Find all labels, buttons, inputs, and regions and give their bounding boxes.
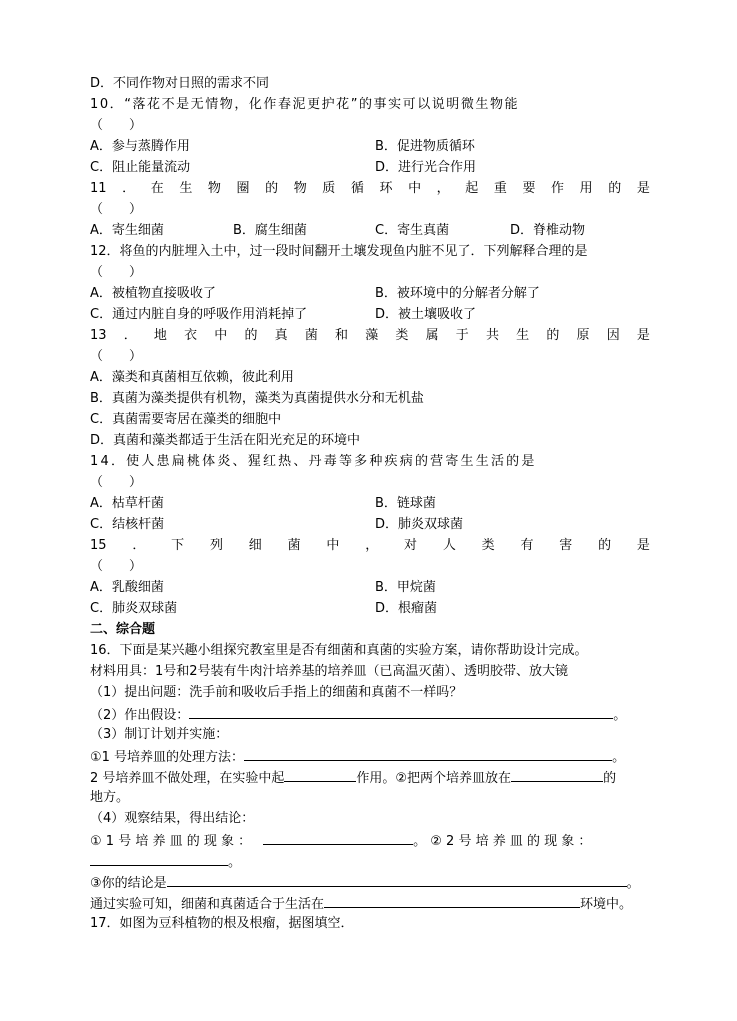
dish2-role-blank[interactable] (284, 767, 356, 782)
q15-stem: 15 ． 下 列 细 菌 中 ， 对 人 类 有 害 的 是 (90, 538, 650, 553)
q13-option-b: B．真菌为藻类提供有机物，藻类为真菌提供水分和无机盐 (90, 391, 424, 406)
dish2-result-blank[interactable] (90, 851, 228, 866)
q16-stem: 16．下面是某兴趣小组探究教室里是否有细菌和真菌的实验方案，请你帮助设计完成。 (90, 643, 588, 658)
hypothesis-blank[interactable] (189, 704, 613, 719)
q16-step-3a: ①1 号培养皿的处理方法： 。 (90, 746, 650, 766)
q10-paren: （ ） (90, 118, 143, 133)
q16-step-3c: 地方。 (90, 790, 130, 805)
q14-option-a: A．枯草杆菌 (90, 496, 164, 511)
q12-stem: 12．将鱼的内脏埋入土中，过一段时间翻开土壤发现鱼内脏不见了．下列解释合理的是 (90, 244, 588, 259)
q12-paren: （ ） (90, 265, 143, 280)
q10-option-d: D．进行光合作用 (375, 160, 477, 175)
q11-option-c: C．寄生真菌 (375, 223, 450, 238)
q10-stem: 10．“落花不是无情物，化作春泥更护花”的事实可以说明微生物能 (90, 97, 520, 112)
q13-option-a: A．藻类和真菌相互依赖，彼此利用 (90, 370, 294, 385)
q15-option-a: A．乳酸细菌 (90, 580, 164, 595)
q16-step-4a: ① 1 号 培 养 皿 的 现 象 ： 。 ② 2 号 培 养 皿 的 现 象 ： (90, 830, 650, 850)
q11-option-d: D．脊椎动物 (510, 223, 586, 238)
conclusion-blank[interactable] (167, 872, 627, 887)
q9-option-d: D．不同作物对日照的需求不同 (90, 76, 270, 91)
q10-option-b: B．促进物质循环 (375, 139, 475, 154)
q16-step-1: （1）提出问题：洗手前和吸收后手指上的细菌和真菌不一样吗？ (90, 685, 463, 700)
q11-option-a: A．寄生细菌 (90, 223, 164, 238)
q14-stem: 14．使人患扁桃体炎、猩红热、丹毒等多种疾病的营寄生生活的是 (90, 454, 537, 469)
dish1-result-blank[interactable] (263, 830, 413, 845)
q15-option-d: D．根瘤菌 (375, 601, 438, 616)
q10-option-c: C．阻止能量流动 (90, 160, 191, 175)
q16-step-4: （4）观察结果，得出结论： (90, 811, 255, 826)
q14-option-b: B．链球菌 (375, 496, 436, 511)
q11-paren: （ ） (90, 202, 143, 217)
q12-option-c: C．通过内脏自身的呼吸作用消耗掉了 (90, 307, 308, 322)
q16-step-3b: 2 号培养皿不做处理，在实验中起 作用。②把两个培养皿放在 的 (90, 767, 650, 787)
environment-blank[interactable] (324, 893, 580, 908)
q16-step-5: 通过实验可知，细菌和真菌适合于生活在 环境中。 (90, 893, 650, 913)
q14-paren: （ ） (90, 475, 143, 490)
q16-step-4c: ③你的结论是 。 (90, 872, 650, 892)
q13-paren: （ ） (90, 349, 143, 364)
q13-option-d: D．真菌和藻类都适于生活在阳光充足的环境中 (90, 433, 361, 448)
q13-stem: 13 ． 地 衣 中 的 真 菌 和 藻 类 属 于 共 生 的 原 因 是 (90, 328, 650, 343)
dish1-method-blank[interactable] (244, 746, 612, 761)
q16-materials: 材料用具：1号和2号装有牛肉汁培养基的培养皿（已高温灭菌）、透明胶带、放大镜 (90, 664, 569, 679)
q17-stem: 17．如图为豆科植物的根及根瘤，据图填空． (90, 916, 354, 931)
q16-step-2: （2）作出假设： 。 (90, 704, 650, 724)
q12-option-a: A．被植物直接吸收了 (90, 286, 216, 301)
q15-option-c: C．肺炎双球菌 (90, 601, 178, 616)
q11-option-b: B．腐生细菌 (233, 223, 307, 238)
q10-option-a: A．参与蒸腾作用 (90, 139, 190, 154)
section-heading: 二、综合题 (90, 622, 156, 637)
q14-option-d: D．肺炎双球菌 (375, 517, 464, 532)
q12-option-b: B．被环境中的分解者分解了 (375, 286, 540, 301)
q12-option-d: D．被土壤吸收了 (375, 307, 477, 322)
q15-paren: （ ） (90, 559, 143, 574)
placement-blank[interactable] (511, 767, 603, 782)
q11-stem: 11 ． 在 生 物 圈 的 物 质 循 环 中 ， 起 重 要 作 用 的 是 (90, 181, 650, 196)
q16-step-4b: 。 (90, 851, 650, 871)
q16-step-3: （3）制订计划并实施： (90, 727, 229, 742)
q14-option-c: C．结核杆菌 (90, 517, 165, 532)
q15-option-b: B．甲烷菌 (375, 580, 436, 595)
q13-option-c: C．真菌需要寄居在藻类的细胞中 (90, 412, 282, 427)
